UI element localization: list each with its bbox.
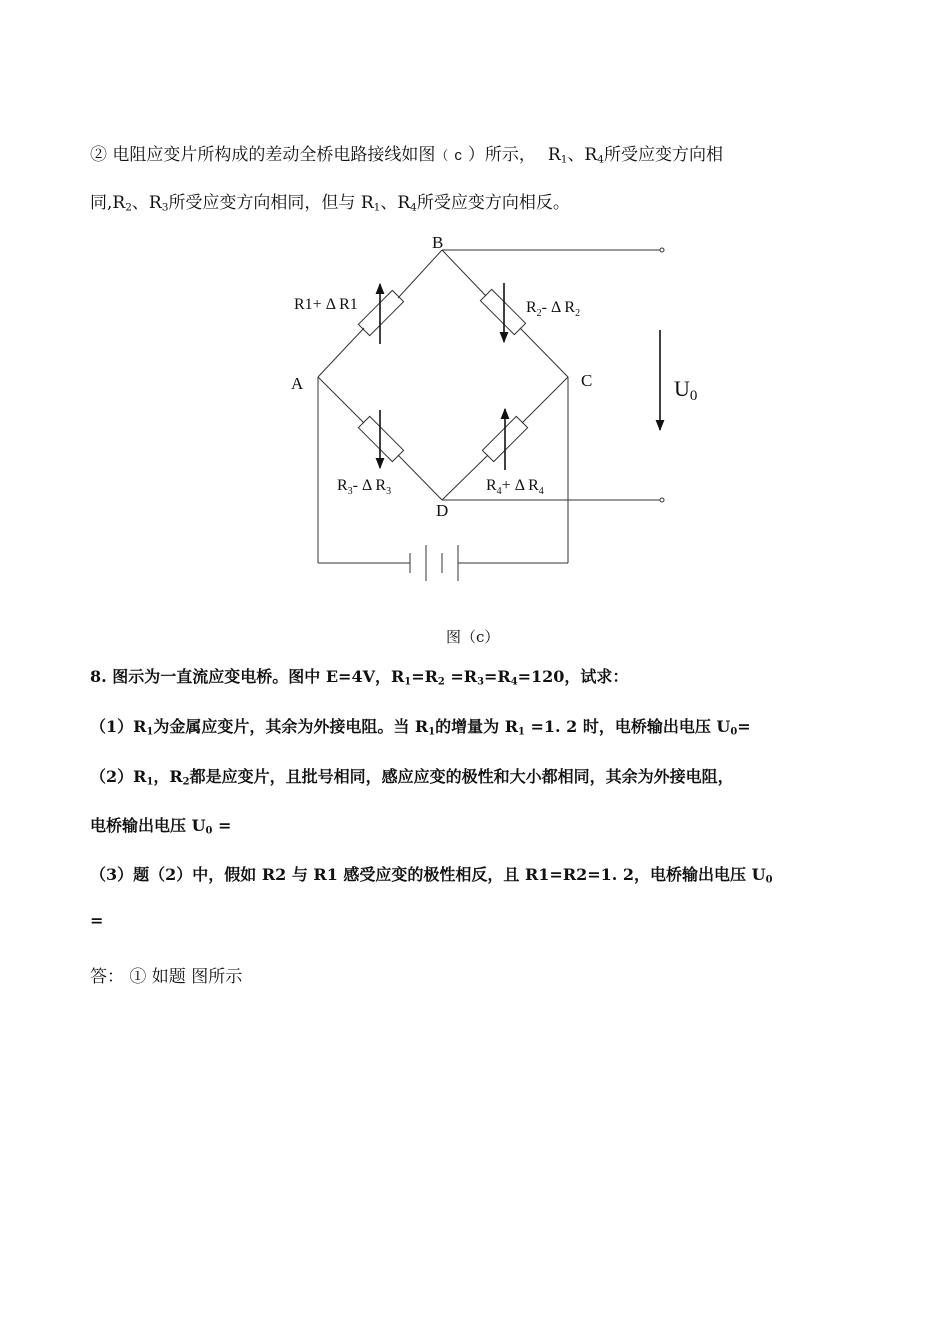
terminal-top xyxy=(660,248,664,252)
para1-line2: 同$,R_2$、$R_3$所受应变方向相同，但与 $R_1$、$R_4$所受应变方向相反。 xyxy=(90,193,570,214)
u0-label: U0 xyxy=(674,376,698,404)
bridge-circuit-diagram xyxy=(0,0,950,620)
para1-line1: ② 电阻应变片所构成的差动全桥电路接线如图（ c ）所示， $R_1$、$R_4$所受应变方向相 xyxy=(90,145,723,166)
node-label-c: C xyxy=(581,371,593,390)
wire-r3-d xyxy=(398,455,442,500)
resistor-r2 xyxy=(480,289,525,334)
node-label-a: A xyxy=(291,374,304,393)
r2-label: $R_2-$ Δ $R_2$ xyxy=(526,299,581,319)
q8-item-2-line2: 电桥输出电压 $U_0$ = xyxy=(90,816,232,837)
q8-item-3: （3）题（2）中，假如 R2 与 R1 感受应变的极性相反，且 R1=R2=1. 2，电桥输出电压 $U_0$ xyxy=(90,865,773,886)
q8-item-2: $(2)R_1$，$R_2$都是应变片，且批号相同，感应应变的极性和大小都相同，其余为外接电阻， xyxy=(90,767,734,788)
q8-item-1: $(1)R_1$为金属应变片，其余为外接电阻。当 $R_1$的增量为 $R_1 =1$. 2 时，电桥输出电压 $U_0=$ xyxy=(90,717,751,738)
answer-line: 答： ① 如题 图所示 xyxy=(90,967,243,987)
r1-label: R1+ Δ R1 xyxy=(294,296,358,313)
node-label-d: D xyxy=(436,501,449,520)
wire-a-r3 xyxy=(318,377,364,423)
wire-r1-a xyxy=(318,328,364,377)
r3-label: $R_3-$ Δ $R_3$ xyxy=(337,477,392,497)
terminal-bottom xyxy=(660,498,664,502)
wire-c-r4 xyxy=(522,377,568,423)
r4-label: $R_4+ \Delta$ $R_4$ xyxy=(486,477,544,497)
resistor-r1 xyxy=(358,290,403,335)
q8-title: 8. 图示为一直流应变电桥。图中 E=4V，$R_1=R_2 =R_3=R_4=120$，试求： xyxy=(90,667,629,688)
wire-r2-c xyxy=(520,328,568,377)
battery-symbol xyxy=(410,545,458,581)
figure-caption: 图（c） xyxy=(446,628,500,646)
wire-b-r2 xyxy=(442,250,486,296)
node-label-b: B xyxy=(432,233,444,252)
figure-ref: c xyxy=(454,147,462,164)
wire-r4-d xyxy=(442,455,488,500)
q8-item-3-line2: = xyxy=(90,911,104,930)
resistor-r3 xyxy=(358,416,403,461)
wire-b-r1 xyxy=(398,250,442,298)
